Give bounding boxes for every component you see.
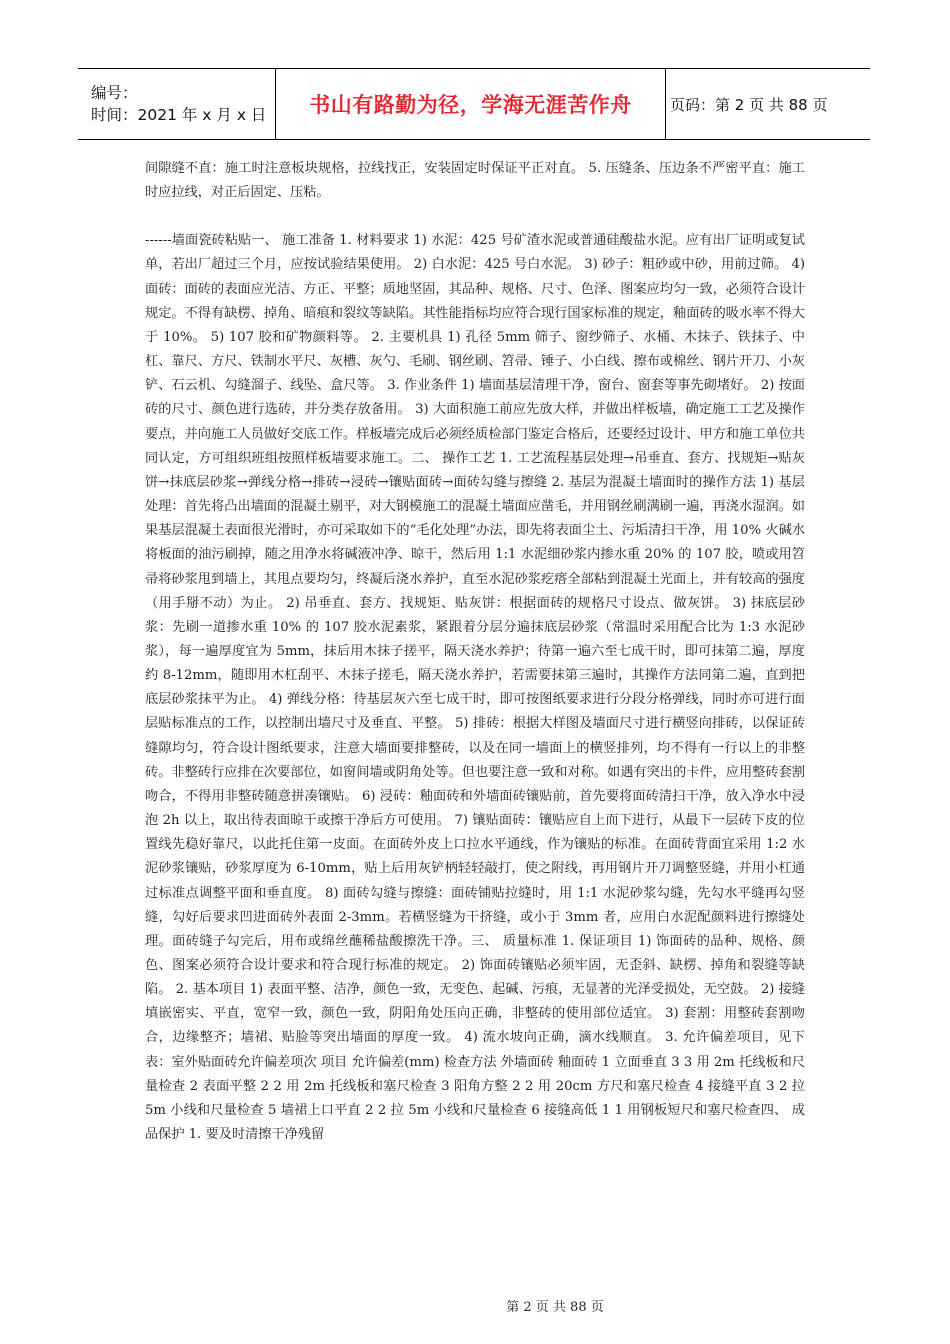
page-footer [0, 1296, 950, 1315]
page-number-line: 页码：第 2 页 共 88 页 [670, 95, 828, 114]
document-body [145, 157, 805, 1147]
motto-text: 书山有路勤为径，学海无涯苦作舟 [309, 93, 632, 117]
serial-label: 编号： [91, 84, 138, 102]
paragraph-continuation: 间隙缝不直：施工时注意板块规格，拉线找正，安装固定时保证平正对直。 5. 压缝条、压边条不严密平直：施工时应拉线，对正后固定、压粘。 [145, 161, 805, 201]
footer-page-number: 第 2 页 共 88 页 [506, 1300, 604, 1315]
paragraph-wall-tile: ------墙面瓷砖粘贴一、 施工准备 1. 材料要求 1) 水泥：425 号矿渣水泥或普通硅酸盐水泥。应有出厂证明或复试单，若出厂超过三个月，应按试验结果使用。 2) 白水泥：425 号白水泥。 3) 砂子：粗砂或中砂，用前过筛。 4) 面砖：面砖的表面应光洁、方正、平整；质地坚固，其品种、规格、尺寸、色泽、图案应均匀一致，必须符合设计规定。不得有缺楞、掉角、暗痕和裂纹等缺陷。其性能指标均应符合现行国家标准的规定，釉面砖的吸水率不得大于 10%。 5) 107 胶和矿物颜料等。 2. 主要机具 1) 孔径 5mm 筛子、窗纱筛子、水桶、木抹子、铁抹子、中杠、靠尺、方尺、铁制水平尺、灰槽、灰勺、毛刷、钢丝刷、笤帚、锤子、小白线、擦布或棉丝、钢片开刀、小灰铲、石云机、勾缝溜子、线坠、盒尺等。 3. 作业条件 1) 墙面基层清理干净，窗台、窗套等事先砌堵好。 2) 按面砖的尺寸、颜色进行选砖，并分类存放备用。 3) 大面积施工前应先放大样，并做出样板墙，确定施工工艺及操作要点，并向施工人员做好交底工作。样板墙完成后必须经质检部门鉴定合格后，还要经过设计、甲方和施工单位共同认定，方可组织班组按照样板墙要求施工。二、 操作工艺 1. 工艺流程基层处理→吊垂直、套方、找规矩→贴灰饼→抹底层砂浆→弹线分格→排砖→浸砖→镶贴面砖→面砖勾缝与擦缝 2. 基层为混凝土墙面时的操作方法 1) 基层处理：首先将凸出墙面的混凝土剔平，对大钢模施工的混凝土墙面应凿毛，并用钢丝刷满刷一遍，再浇水湿润。如果基层混凝土表面很光滑时，亦可采取如下的“毛化处理”办法，即先将表面尘土、污垢清扫干净，用 10% 火碱水将板面的油污刷掉，随之用净水将碱液冲净、晾干，然后用 1:1 水泥细砂浆内掺水重 20% 的 107 胶，喷或用笤帚将砂浆甩到墙上，其甩点要均匀，终凝后浇水养护，直至水泥砂浆疙瘩全部粘到混凝土光面上，并有较高的强度（用手掰不动）为止。 2) 吊垂直、套方、找规矩、贴灰饼：根据面砖的规格尺寸设点、做灰饼。 3) 抹底层砂浆：先刷一道掺水重 10% 的 107 胶水泥素浆，紧跟着分层分遍抹底层砂浆（常温时采用配合比为 1:3 水泥砂浆），每一遍厚度宜为 5mm，抹后用木抹子搓平，隔天浇水养护；待第一遍六至七成干时，即可抹第二遍，厚度约 8-12mm，随即用木杠刮平、木抹子搓毛，隔天浇水养护，若需要抹第三遍时，其操作方法同第二遍，直到把底层砂浆抹平为止。 4) 弹线分格：待基层灰六至七成干时，即可按图纸要求进行分段分格弹线，同时亦可进行面层贴标准点的工作，以控制出墙尺寸及垂直、平整。 5) 排砖：根据大样图及墙面尺寸进行横竖向排砖，以保证砖缝隙均匀，符合设计图纸要求，注意大墙面要排整砖，以及在同一墙面上的横竖排列，均不得有一行以上的非整砖。非整砖行应排在次要部位，如窗间墙或阴角处等。但也要注意一致和对称。如遇有突出的卡件，应用整砖套割吻合，不得用非整砖随意拼凑镶贴。 6) 浸砖：釉面砖和外墙面砖镶贴前，首先要将面砖清扫干净，放入净水中浸泡 2h 以上，取出待表面晾干或擦干净后方可使用。 7) 镶贴面砖：镶贴应自上而下进行，从最下一层砖下皮的位置线先稳好靠尺，以此托住第一皮面。在面砖外皮上口拉水平通线，作为镶贴的标准。在面砖背面宜采用 1:2 水泥砂浆镶贴，砂浆厚度为 6-10mm，贴上后用灰铲柄轻轻敲打，使之附线，再用钢片开刀调整竖缝，并用小杠通过标准点调整平面和垂直度。 8) 面砖勾缝与擦缝：面砖铺贴拉缝时，用 1:1 水泥砂浆勾缝，先勾水平缝再勾竖缝，勾好后要求凹进面砖外表面 2-3mm。若横竖缝为干挤缝，或小于 3mm 者，应用白水泥配颜料进行擦缝处理。面砖缝子勾完后，用布或绵丝蘸稀盐酸擦洗干净。三、 质量标准 1. 保证项目 1) 饰面砖的品种、规格、颜色、图案必须符合设计要求和符合现行标准的规定。 2) 饰面砖镶贴必须牢固，无歪斜、缺楞、掉角和裂缝等缺陷。 2. 基本项目 1) 表面平整、洁净，颜色一致，无变色、起碱、污痕，无显著的光泽受损处，无空鼓。 2) 接缝填嵌密实、平直，宽窄一致，颜色一致，阴阳角处压向正确，非整砖的使用部位适宜。 3) 套割：用整砖套割吻合，边缘整齐；墙裙、贴脸等突出墙面的厚度一致。 4) 流水坡向正确，滴水线顺直。 3. 允许偏差项目，见下表：室外贴面砖允许偏差项次 项目 允许偏差(mm) 检查方法 外墙面砖 釉面砖 1 立面垂直 3 3 用 2m 托线板和尺量检查 2 表面平整 2 2 用 2m 托线板和塞尺检查 3 阳角方整 2 2 用 20cm 方尺和塞尺检查 4 接缝平直 3 2 拉 5m 小线和尺量检查 5 墙裙上口平直 2 2 拉 5m 小线和尺量检查 6 接缝高低 1 1 用钢板短尺和塞尺检查四、 成品保护 1. 要及时清擦干净残留 [145, 233, 805, 1143]
header-motto [276, 69, 666, 139]
page-header [78, 68, 870, 140]
header-meta [78, 69, 276, 139]
header-page-info [666, 69, 870, 139]
date-line: 时间：2021 年 x 月 x 日 [91, 106, 267, 124]
